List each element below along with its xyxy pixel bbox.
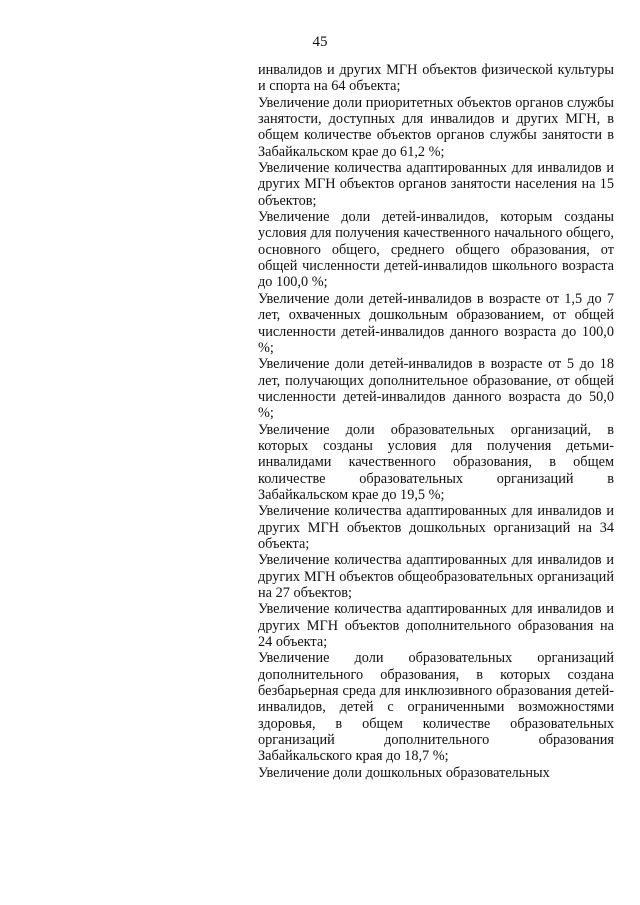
body-text <box>258 62 614 781</box>
paragraph: Увеличение количества адаптированных для инвалидов и других МГН объектов органов занятости населения на 15 объектов; <box>258 160 614 209</box>
paragraph: Увеличение доли образовательных организаций дополнительного образования, в которых создана безбарьерная среда для инклюзивного образования детей-инвалидов, детей с ограниченными возможностями здоровья, в общем количестве образовательных организаций дополнительного образования Забайкальского края до 18,7 %; <box>258 650 614 765</box>
paragraph: инвалидов и других МГН объектов физической культуры и спорта на 64 объекта; <box>258 62 614 95</box>
paragraph: Увеличение доли приоритетных объектов органов службы занятости, доступных для инвалидов и других МГН, в общем количестве объектов органов службы занятости в Забайкальском крае до 61,2 %; <box>258 94 614 160</box>
paragraph: Увеличение количества адаптированных для инвалидов и других МГН объектов дополнительного образования на 24 объекта; <box>258 601 614 651</box>
paragraph: Увеличение доли образовательных организаций, в которых созданы условия для получения детьми-инвалидами качественного образования, в общем количестве образовательных организаций в Забайкальском крае до 19,5 %; <box>258 421 614 503</box>
page-number: 45 <box>312 34 328 50</box>
paragraph: Увеличение доли дошкольных образовательных <box>258 764 550 781</box>
paragraph: Увеличение доли детей-инвалидов в возрасте от 5 до 18 лет, получающих дополнительное образование, от общей численности детей-инвалидов данного возраста до 50,0 %; <box>258 356 614 422</box>
paragraph: Увеличение доли детей-инвалидов, которым созданы условия для получения качественного начального общего, основного общего, среднего общего образования, от общей численности детей-инвалидов школьного возраста до 100,0 %; <box>258 209 614 291</box>
paragraph: Увеличение доли детей-инвалидов в возрасте от 1,5 до 7 лет, охваченных дошкольным образованием, от общей численности детей-инвалидов данного возраста до 100,0 %; <box>258 290 614 356</box>
paragraph: Увеличение количества адаптированных для инвалидов и других МГН объектов общеобразовательных организаций на 27 объектов; <box>258 552 614 601</box>
paragraph: Увеличение количества адаптированных для инвалидов и других МГН объектов дошкольных организаций на 34 объекта; <box>258 503 614 552</box>
